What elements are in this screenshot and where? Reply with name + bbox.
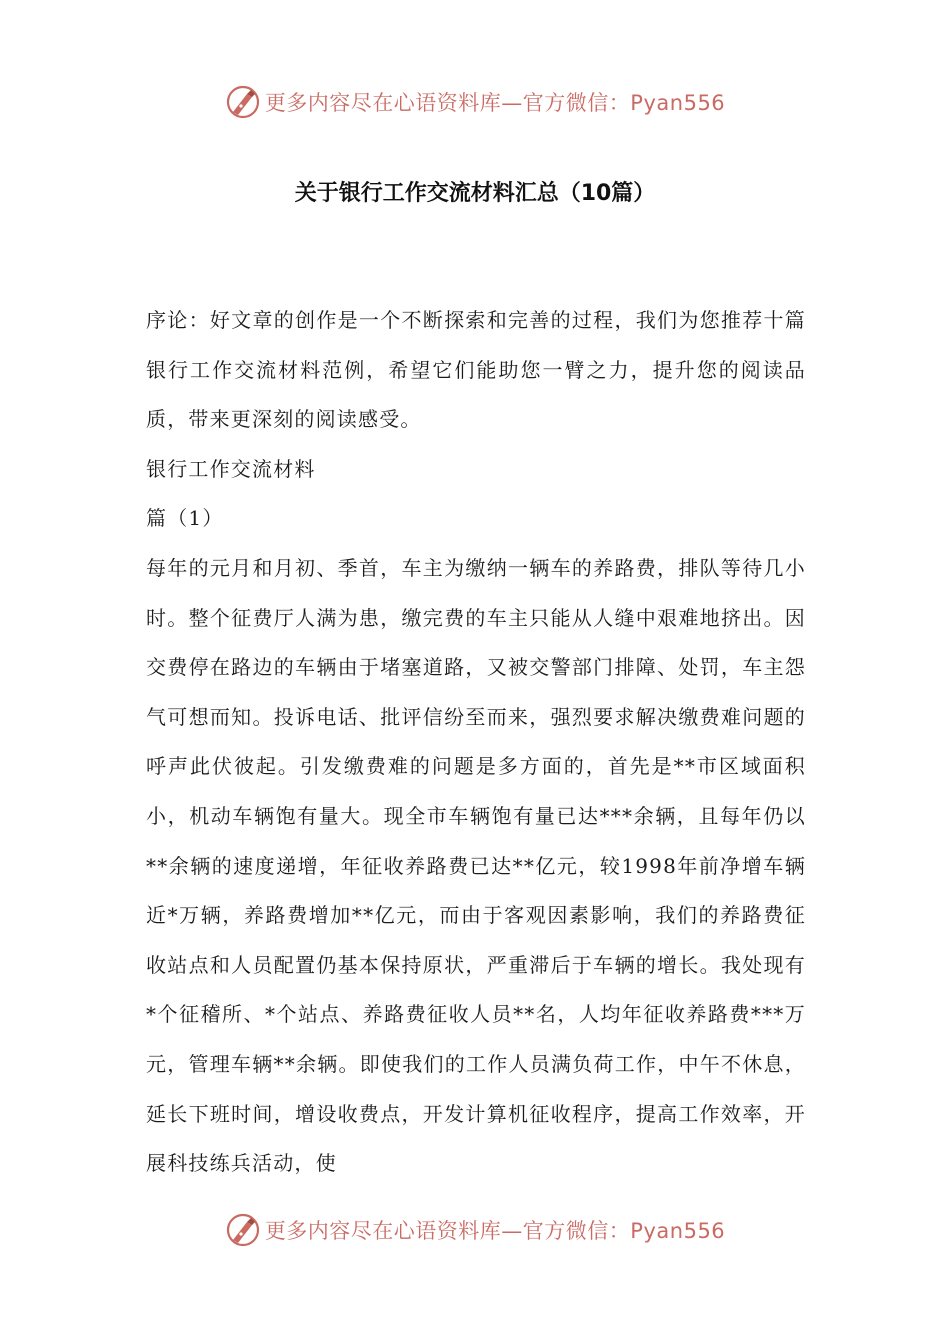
footer-banner-text: 更多内容尽在心语资料库—官方微信：Pyan556	[264, 1219, 726, 1243]
chapter-label: 篇（1）	[146, 506, 224, 531]
document-body	[146, 296, 806, 1189]
header-banner-text: 更多内容尽在心语资料库—官方微信：Pyan556	[264, 91, 726, 115]
header-banner	[0, 82, 950, 122]
pen-nib-icon	[225, 1212, 261, 1248]
section-heading: 银行工作交流材料	[146, 456, 316, 481]
intro-paragraph: 序论：好文章的创作是一个不断探索和完善的过程，我们为您推荐十篇银行工作交流材料范例，希望它们能助您一臂之力，提升您的阅读品质，带来更深刻的阅读感受。	[146, 308, 806, 432]
footer-banner	[0, 1210, 950, 1250]
body-paragraph: 每年的元月和月初、季首，车主为缴纳一辆车的养路费，排队等待几小时。整个征费厅人满为患，缴完费的车主只能从人缝中艰难地挤出。因交费停在路边的车辆由于堵塞道路，又被交警部门排障、处罚，车主怨气可想而知。投诉电话、批评信纷至而来，强烈要求解决缴费难问题的呼声此伏彼起。引发缴费难的问题是多方面的，首先是**市区域面积小，机动车辆饱有量大。现全市车辆饱有量已达***余辆，且每年仍以**余辆的速度递增，年征收养路费已达**亿元，较1998年前净增车辆近*万辆，养路费增加**亿元，而由于客观因素影响，我们的养路费征收站点和人员配置仍基本保持原状，严重滞后于车辆的增长。我处现有*个征稽所、*个站点、养路费征收人员**名，人均年征收养路费***万元，管理车辆**余辆。即使我们的工作人员满负荷工作，中午不休息，延长下班时间，增设收费点，开发计算机征收程序，提高工作效率，开展科技练兵活动，使	[146, 555, 806, 1176]
pen-nib-icon	[225, 84, 261, 120]
document-title: 关于银行工作交流材料汇总（10篇）	[294, 181, 656, 206]
